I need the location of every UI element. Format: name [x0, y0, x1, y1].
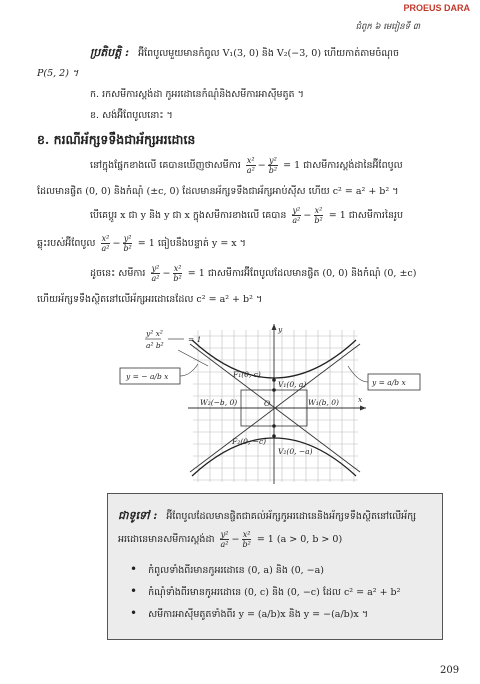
example-block: [90, 45, 399, 61]
bullet-dot: •: [130, 584, 138, 598]
p3-text-a: បើគេប្តូរ x ជា y និង y ជា x ក្នុងសមីការខាងលើ គេបាន: [90, 210, 287, 221]
p1-text-b: ជាសមីការស្តង់ដានៃអ៊ីពែបូល: [303, 160, 403, 171]
vertex-v1-point: [272, 388, 276, 392]
paragraph-line-3: បើគេប្តូរ x ជា y និង y ជា x ក្នុងសមីការខាងលើ គេបាន $\frac{\text{y²}}{\text{a²}}$ − $\frac{\text{x²}}{\text{b²}}$ = 1 ជាសមីការនៃរូប: [90, 206, 404, 225]
summary-title: ជាទូទៅ :: [118, 509, 158, 522]
frac-num: x²: [173, 264, 182, 273]
fraction-x2-b2: [241, 530, 251, 549]
paragraph-line-4: ឆ្លុះរបស់អ៊ីពែបូល $\frac{\text{x²}}{\text{a²}}$ − $\frac{\text{y²}}{\text{b²}}$ = 1 ធៀបនឹងបន្ទាត់ y = x ។: [37, 234, 246, 253]
summary-line-1: [118, 508, 416, 524]
paragraph-line-1: នៅក្នុងផ្នែកខាងលើ គេបានឃើញថាសមីការ $\frac{\text{x²}}{\text{a²}}$ − $\frac{\text{y²}}{\text{b²}}$ = 1 ជាសមីការស្តង់ដានៃអ៊ីពែបូល: [90, 156, 403, 175]
frac-den: b²: [123, 244, 132, 253]
label-w2: W₂(−b, 0): [200, 398, 238, 407]
y-axis-arrow: [272, 324, 277, 330]
example-line-1: អ៊ីពែបូលមួយមានកំពូល V₁(3, 0) និង V₂(−3, 0) ហើយកាត់តាមចំណុច: [138, 48, 399, 59]
p4-text-a: ឆ្លុះរបស់អ៊ីពែបូល: [37, 238, 96, 249]
summary-bullet-2: [130, 584, 400, 600]
summary-bullet-3: [130, 606, 368, 622]
frac-den: a²: [292, 216, 301, 225]
frac-den: a²: [101, 244, 110, 253]
frac-num: x²: [314, 206, 323, 215]
right-asymptote-pointer: [348, 366, 368, 382]
frac-num: x²: [101, 234, 110, 243]
fraction-x2-b2: [172, 264, 182, 283]
summary-bullet-3-text: សមីការអាស៊ីមតូតទាំងពីរ y = (a/b)x និង y = −(a/b)x ។: [148, 609, 369, 620]
section-heading: ខ. ករណីអ័ក្សទទឹងជាអ័ក្សអរដោនេ: [37, 132, 196, 147]
p1-text-a: នៅក្នុងផ្នែកខាងលើ គេបានឃើញថាសមីការ: [90, 160, 241, 171]
fraction-y2-b2: [268, 156, 278, 175]
label-v2: V₂(0, −a): [278, 447, 313, 456]
frac-den: b²: [314, 216, 323, 225]
p4-text-b: = 1 ធៀបនឹងបន្ទាត់ y = x ។: [137, 238, 246, 249]
label-v1: V₁(0, a): [278, 380, 307, 389]
right-asymptote-label: y = a/b x: [372, 378, 406, 387]
frac-num: y²: [292, 206, 301, 215]
summary-bullet-1-text: កំពូលទាំងពីរមានកូអរដោនេ (0, a) និង (0, −a): [148, 565, 324, 576]
eq-label-top: y² x²: [146, 329, 163, 338]
bullet-dot: •: [130, 606, 138, 620]
frac-den: b²: [268, 166, 278, 175]
frac-num: y²: [269, 156, 277, 165]
focus-f1-point: [272, 378, 276, 382]
left-asymptote-label: y = − a/b x: [126, 372, 169, 381]
frac-den: b²: [242, 540, 251, 549]
p5-text-a: ដូចនេះ សមីការ: [90, 268, 146, 279]
paragraph-line-2: ដែលមានផ្ចិត (0, 0) និងកំណុំ (±c, 0) ដែលមានអ័ក្សទទឹងជាអ័ក្សអាប់ស៊ីស ហើយ c² = a² + b² ។: [37, 186, 399, 197]
frac-num: x²: [246, 156, 255, 165]
hyperbola-figure: [118, 320, 428, 490]
label-w1: W₁(b, 0): [308, 398, 339, 407]
fraction-y2-a2: [150, 264, 160, 283]
fraction-y2-a2: [220, 530, 230, 549]
page-number: 209: [440, 665, 460, 676]
frac-den: a²: [220, 540, 229, 549]
fraction-y2-a2: [291, 206, 301, 225]
eq-label-pointer: [178, 350, 208, 366]
fraction-y2-b2: [122, 234, 132, 253]
summary-line-1-text: អ៊ីពែបូលដែលមានផ្ចិតជាគល់អ័ក្សកូអរដោនេនិងអ័ក្សទទឹងស្ថិតនៅលើអ័ក្ស: [166, 511, 417, 522]
summary-line-2-text: អរដោនេមានសមីការស្តង់ដា: [118, 534, 215, 545]
summary-line-2: អរដោនេមានសមីការស្តង់ដា $\frac{\text{y²}}{\text{a²}}$ − $\frac{\text{x²}}{\text{b²}}$ = 1 (a > 0, b > 0): [118, 530, 343, 549]
frac-num: y²: [220, 530, 229, 539]
p5-text-b: = 1 ជាសមីការអ៊ីពែបូលដែលមានផ្ចិត (0, 0) និងកំណុំ (0, ±c): [187, 268, 417, 279]
x-axis-arrow: [360, 406, 366, 411]
left-asymptote-pointer: [180, 364, 198, 376]
fraction-x2-a2: [100, 234, 110, 253]
eq-rhs: = 1: [283, 160, 301, 171]
frac-num: x²: [242, 530, 251, 539]
label-origin: O: [264, 399, 271, 408]
frac-den: b²: [173, 274, 182, 283]
publisher-brand: PROEUS DARA: [403, 3, 470, 13]
frac-den: a²: [246, 166, 255, 175]
focus-f2-point: [272, 434, 276, 438]
paragraph-line-5: ដូចនេះ សមីការ $\frac{\text{y²}}{\text{a²}}$ − $\frac{\text{x²}}{\text{b²}}$ = 1 ជាសមីការអ៊ីពែបូលដែលមានផ្ចិត (0, 0) និងកំណុំ (0, ±c): [90, 264, 417, 283]
example-item-a: ក. រកសមីការស្តង់ដា កូអរដោនេកំណុំនិងសមីការអាស៊ីមតូត ។: [90, 89, 304, 100]
chapter-header: ជំពូក ៦ មេរៀនទី ៣: [355, 22, 420, 32]
frac-den: a²: [151, 274, 160, 283]
example-title: ប្រតិបត្តិ :: [90, 46, 130, 59]
label-f1: F₁(0, c): [233, 370, 261, 379]
summary-line-2-cond: = 1 (a > 0, b > 0): [256, 534, 343, 545]
fraction-x2-a2: [246, 156, 256, 175]
frac-num: y²: [151, 264, 160, 273]
summary-bullet-1: [130, 562, 324, 578]
paragraph-line-6: ហើយអ័ក្សទទឹងស្ថិតនៅលើអ័ក្សអរដោនេដែល c² = a² + b² ។: [37, 294, 263, 305]
equation-label: [145, 329, 201, 350]
label-y-axis: y: [278, 325, 283, 334]
example-line-2: P(5, 2) ។: [37, 68, 79, 79]
example-item-b: ខ. សង់អ៊ីពែបូលនោះ ។: [90, 110, 173, 121]
summary-bullet-2-text: កំណុំទាំងពីរមានកូអរដោនេ (0, c) និង (0, −c) ដែល c² = a² + b²: [148, 587, 401, 598]
label-f2: F₂(0, −c): [232, 437, 267, 446]
p3-text-b: = 1 ជាសមីការនៃរូប: [328, 210, 404, 221]
fraction-x2-b2: [313, 206, 323, 225]
label-x-axis: x: [358, 395, 363, 404]
eq-label-rhs: = 1: [188, 335, 202, 344]
bullet-dot: •: [130, 562, 138, 576]
frac-num: y²: [123, 234, 132, 243]
eq-label-bot: a² b²: [146, 341, 164, 350]
vertex-v2-point: [272, 424, 276, 428]
